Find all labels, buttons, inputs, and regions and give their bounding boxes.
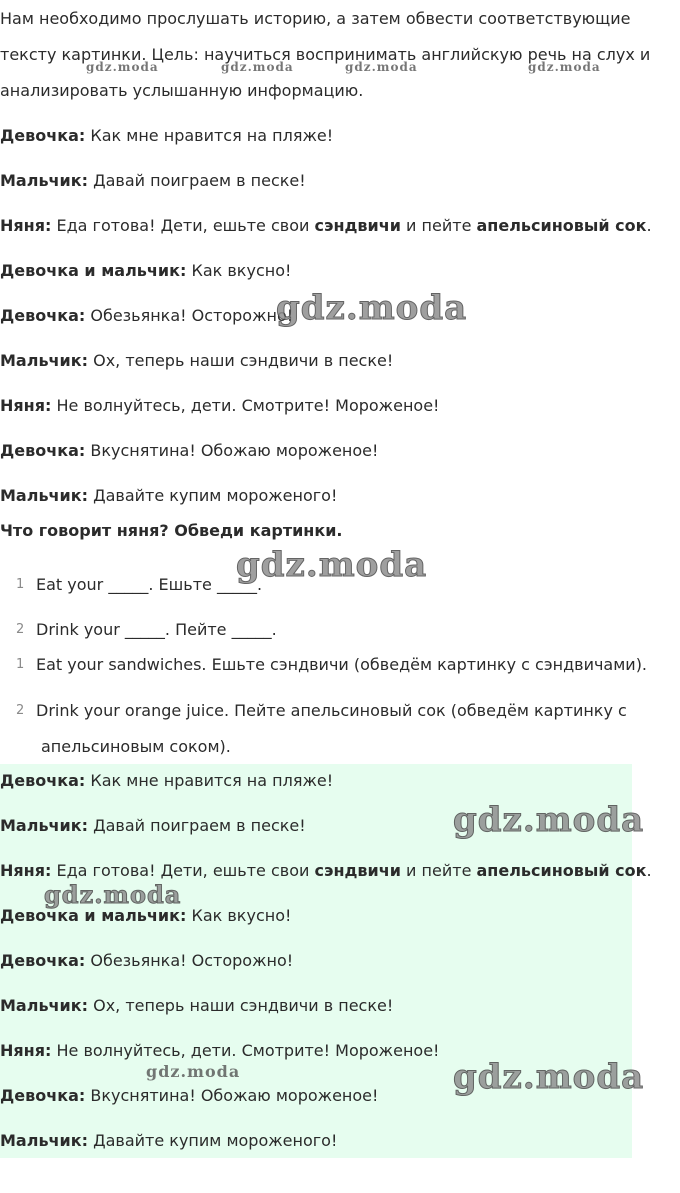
task-number: 2 [16,622,25,637]
watermark: gdz.moda [528,60,601,74]
watermark: gdz.moda [221,60,294,74]
dialogue-text: Обезьянка! Осторожно! [85,306,294,325]
dialogue-text: Как мне нравится на пляже! [85,771,334,790]
speaker-label: Девочка: [0,441,86,460]
speaker-label: Девочка и мальчик: [0,261,187,280]
speaker-label: Мальчик: [0,486,89,505]
speaker-label: Девочка и мальчик: [0,906,187,925]
watermark: gdz.moda [345,60,418,74]
speaker-label: Мальчик: [0,816,89,835]
answer-text: Eat your sandwiches. Ешьте сэндвичи (обведём картинку с сэндвичами). [36,655,648,674]
dialogue-line [0,1087,378,1105]
dialogue-line [0,397,439,415]
speaker-label: Девочка: [0,306,86,325]
dialogue-line [0,307,293,325]
intro-line-1: Нам необходимо прослушать историю, а затем обвести соответствующие [0,9,631,28]
dialogue-bold: сэндвичи [314,861,401,880]
dialogue-line [0,817,306,835]
dialogue-text: Еда готова! Дети, ешьте свои [51,216,315,235]
dialogue-bold: сэндвичи [314,216,401,235]
dialogue-line [0,442,378,460]
watermark: gdz.moda [146,1062,241,1081]
dialogue-text: Не волнуйтесь, дети. Смотрите! Мороженое! [51,396,440,415]
dialogue-line [0,952,293,970]
dialogue-text: . [646,216,652,235]
speaker-label: Мальчик: [0,1131,89,1150]
watermark: gdz.moda [276,288,468,328]
speaker-label: Девочка: [0,951,86,970]
intro-line-2: тексту картинки. Цель: научиться воспринимать английскую речь на слух и [0,45,651,64]
dialogue-text: Ох, теперь наши сэндвичи в песке! [88,351,394,370]
speaker-label: Мальчик: [0,171,89,190]
speaker-label: Мальчик: [0,996,89,1015]
dialogue-line [0,997,393,1015]
answer-number: 1 [16,657,25,672]
task-text: Drink your _____. Пейте _____. [36,620,277,639]
dialogue-line [0,1042,439,1060]
dialogue-line [0,262,291,280]
question-heading: Что говорит няня? Обведи картинки. [0,521,343,540]
dialogue-text: Как вкусно! [186,906,292,925]
speaker-label: Няня: [0,1041,52,1060]
dialogue-line [0,127,333,145]
dialogue-text: Давайте купим мороженого! [88,1131,338,1150]
task-text: Eat your _____. Ешьте _____. [36,575,263,594]
speaker-label: Няня: [0,216,52,235]
dialogue-text: . [646,861,652,880]
dialogue-text: Вкуснятина! Обожаю мороженое! [85,1086,379,1105]
speaker-label: Мальчик: [0,351,89,370]
answer-continuation: апельсиновым соком). [41,737,231,756]
dialogue-text: Еда готова! Дети, ешьте свои [51,861,315,880]
speaker-label: Девочка: [0,126,86,145]
dialogue-bold: апельсиновый сок [476,216,647,235]
dialogue-line [0,352,393,370]
dialogue-line [0,217,652,235]
dialogue-line [0,487,337,505]
answer-text: Drink your orange juice. Пейте апельсиновый сок (обведём картинку с [36,701,627,720]
speaker-label: Няня: [0,396,52,415]
dialogue-line [0,772,333,790]
dialogue-line [0,172,306,190]
dialogue-text: Как вкусно! [186,261,292,280]
dialogue-bold: апельсиновый сок [476,861,647,880]
dialogue-line [0,1132,337,1150]
speaker-label: Девочка: [0,1086,86,1105]
dialogue-text: Вкуснятина! Обожаю мороженое! [85,441,379,460]
dialogue-line [0,907,291,925]
watermark: gdz.moda [236,545,428,585]
task-number: 1 [16,577,25,592]
watermark: gdz.moda [453,1057,645,1097]
dialogue-line [0,862,652,880]
speaker-label: Девочка: [0,771,86,790]
watermark: gdz.moda [44,880,182,909]
answer-number: 2 [16,703,25,718]
dialogue-text: Не волнуйтесь, дети. Смотрите! Мороженое! [51,1041,440,1060]
intro-line-3: анализировать услышанную информацию. [0,81,364,100]
dialogue-text: Давай поиграем в песке! [88,816,306,835]
dialogue-text: Давайте купим мороженого! [88,486,338,505]
watermark: gdz.moda [86,60,159,74]
watermark: gdz.moda [453,800,645,840]
dialogue-text: и пейте [400,216,477,235]
dialogue-text: Обезьянка! Осторожно! [85,951,294,970]
dialogue-text: Ох, теперь наши сэндвичи в песке! [88,996,394,1015]
dialogue-text: Давай поиграем в песке! [88,171,306,190]
dialogue-text: и пейте [400,861,477,880]
dialogue-text: Как мне нравится на пляже! [85,126,334,145]
speaker-label: Няня: [0,861,52,880]
